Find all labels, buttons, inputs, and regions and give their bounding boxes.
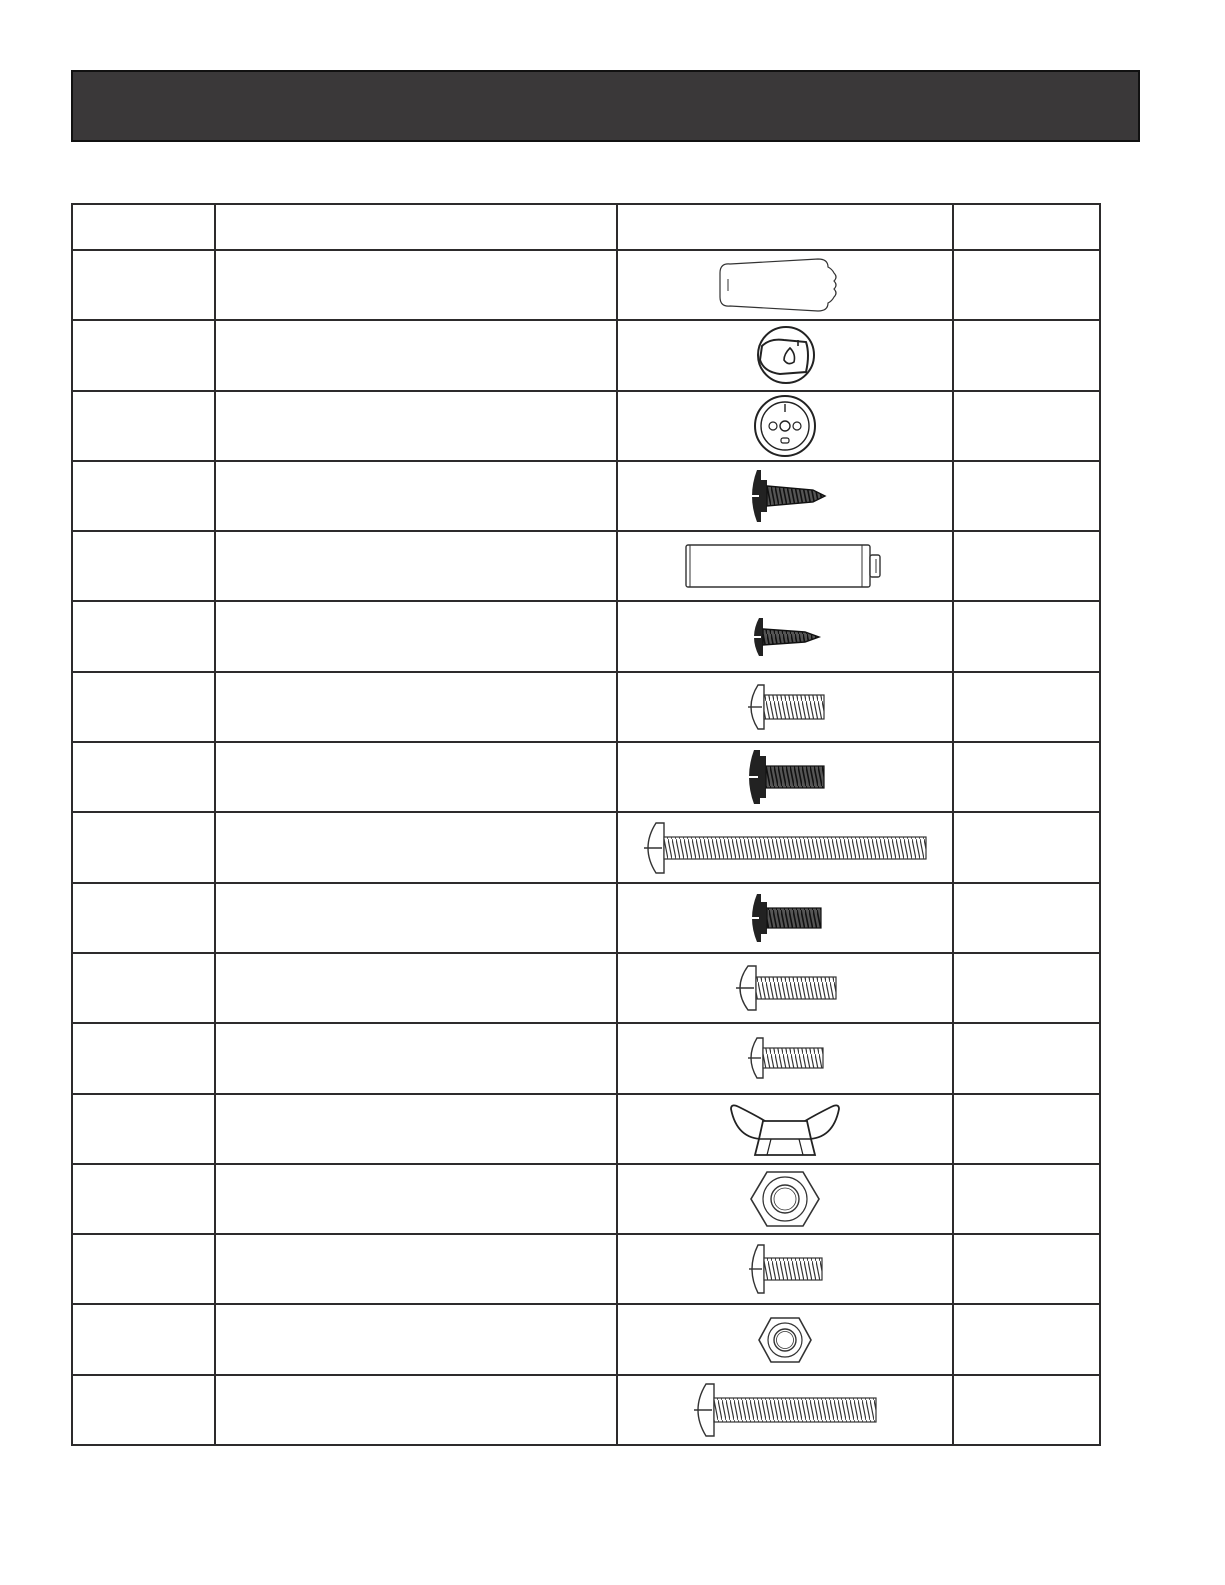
table-cell [215, 742, 617, 812]
table-cell [72, 1234, 215, 1304]
table-header-row [72, 204, 1100, 250]
table-cell [215, 320, 617, 390]
table-cell [215, 1304, 617, 1374]
table-cell [953, 1304, 1100, 1374]
table-cell [953, 1375, 1100, 1445]
table-row [72, 391, 1100, 461]
self-tapping-screw-icon [747, 614, 823, 660]
table-cell [215, 391, 617, 461]
table-cell [215, 672, 617, 742]
table-row [72, 883, 1100, 953]
table-row [72, 742, 1100, 812]
table-row [72, 1164, 1100, 1234]
table-cell [953, 250, 1100, 320]
table-cell [953, 391, 1100, 461]
table-cell [215, 1094, 617, 1164]
table-cell [72, 461, 215, 531]
table-cell [72, 672, 215, 742]
table-row [72, 601, 1100, 671]
small-pan-head-bolt-icon [743, 1034, 827, 1082]
table-cell [72, 1023, 215, 1093]
flange-head-bolt-icon [745, 890, 825, 946]
table-cell [215, 812, 617, 882]
table-cell [215, 1234, 617, 1304]
knob-bezel-icon [751, 394, 819, 458]
table-cell [215, 531, 617, 601]
table-cell [215, 1375, 617, 1445]
table-cell [72, 1375, 215, 1445]
table-row [72, 1023, 1100, 1093]
column-header [215, 204, 617, 250]
washer-head-self-tapping-screw-icon [743, 466, 827, 526]
column-header [953, 204, 1100, 250]
table-cell [953, 953, 1100, 1023]
table-cell [953, 1094, 1100, 1164]
washer-head-bolt-icon [742, 746, 828, 808]
pan-head-bolt-icon [730, 962, 840, 1014]
control-knob-icon [750, 324, 820, 386]
table-row [72, 812, 1100, 882]
table-cell [953, 812, 1100, 882]
table-row [72, 1094, 1100, 1164]
table-row [72, 320, 1100, 390]
hex-nut-large-icon [749, 1168, 821, 1230]
table-cell [953, 461, 1100, 531]
medium-pan-head-bolt-icon [690, 1380, 880, 1440]
table-cell [953, 601, 1100, 671]
table-row [72, 953, 1100, 1023]
battery-icon [682, 541, 888, 591]
table-row [72, 461, 1100, 531]
table-cell [215, 250, 617, 320]
table-row [72, 1304, 1100, 1374]
table-row [72, 250, 1100, 320]
table-row [72, 1234, 1100, 1304]
table-cell [953, 531, 1100, 601]
table-cell [72, 953, 215, 1023]
table-cell [953, 1023, 1100, 1093]
hardware-parts-table [71, 203, 1101, 1446]
table-cell [72, 812, 215, 882]
column-header [617, 204, 953, 250]
table-cell [953, 742, 1100, 812]
table-cell [953, 320, 1100, 390]
wing-nut-icon [727, 1099, 843, 1159]
table-cell [72, 1164, 215, 1234]
table-cell [72, 883, 215, 953]
long-pan-head-bolt-icon [640, 819, 930, 877]
table-cell [953, 1164, 1100, 1234]
table-cell [953, 1234, 1100, 1304]
table-cell [72, 250, 215, 320]
hex-nut-small-icon [757, 1315, 813, 1365]
table-row [72, 531, 1100, 601]
table-cell [215, 461, 617, 531]
short-pan-head-screw-icon [744, 1241, 826, 1297]
table-cell [953, 883, 1100, 953]
table-cell [215, 953, 617, 1023]
table-cell [215, 1164, 617, 1234]
table-cell [215, 1023, 617, 1093]
table-cell [72, 601, 215, 671]
table-row [72, 1375, 1100, 1445]
table-cell [72, 531, 215, 601]
table-cell [72, 742, 215, 812]
table-cell [72, 1304, 215, 1374]
wrench-tool-icon [710, 257, 860, 313]
section-header-bar [71, 70, 1140, 142]
table-cell [215, 601, 617, 671]
table-cell [215, 883, 617, 953]
column-header [72, 204, 215, 250]
table-cell [953, 672, 1100, 742]
table-row [72, 672, 1100, 742]
table-cell [72, 391, 215, 461]
pan-head-machine-screw-icon [742, 681, 828, 733]
table-cell [72, 1094, 215, 1164]
table-cell [72, 320, 215, 390]
